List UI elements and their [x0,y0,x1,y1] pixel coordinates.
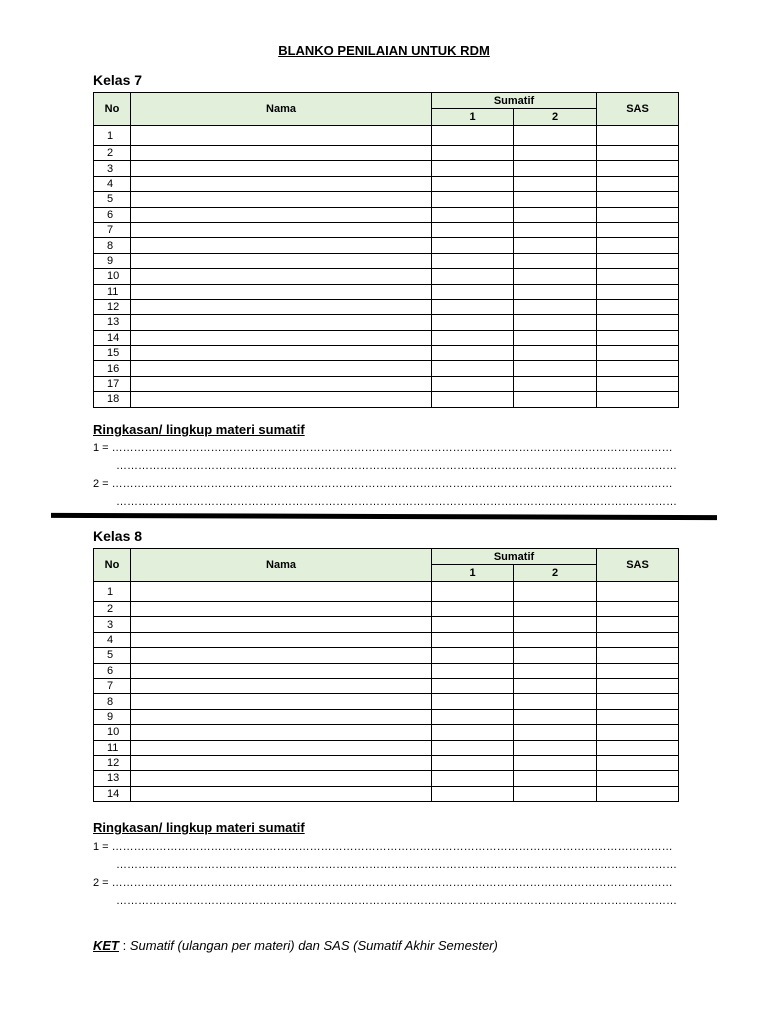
cell-nama [131,582,432,602]
cell-sas [597,694,679,709]
cell-sumatif-2 [514,617,597,632]
table-row [94,222,679,237]
cell-sas [597,678,679,693]
cell-sas [597,725,679,740]
cell-sumatif-1 [432,678,514,693]
cell-sumatif-1 [432,740,514,755]
table-row [94,315,679,330]
row-number: 5 [94,192,131,207]
table-row [94,678,679,693]
table-row [94,126,679,146]
row-number: 2 [94,602,131,617]
table-row [94,771,679,786]
cell-sumatif-2 [514,725,597,740]
cell-nama [131,330,432,345]
table-row [94,146,679,161]
cell-sas [597,771,679,786]
cell-sumatif-1 [432,222,514,237]
header-sas: SAS [597,549,679,582]
cell-nama [131,238,432,253]
cell-sumatif-2 [514,192,597,207]
cell-sas [597,253,679,268]
cell-sumatif-2 [514,740,597,755]
cell-sas [597,709,679,724]
cell-sas [597,617,679,632]
table-row [94,648,679,663]
table-row [94,361,679,376]
cell-sumatif-1 [432,126,514,146]
ket-note [93,938,498,953]
cell-nama [131,755,432,770]
summary-prefix-1: 1 = [93,841,112,853]
cell-sumatif-1 [432,602,514,617]
summary-prefix-1: 1 = [93,442,112,454]
cell-sumatif-2 [514,786,597,801]
row-number: 6 [94,207,131,222]
ket-label: KET [93,938,119,953]
cell-sumatif-1 [432,284,514,299]
cell-sas [597,602,679,617]
row-number: 2 [94,146,131,161]
header-nama: Nama [131,93,432,126]
row-number: 9 [94,253,131,268]
summary-line-2b-kelas-7 [116,495,678,509]
summary-line-1b-kelas-8 [116,858,678,872]
cell-sumatif-2 [514,678,597,693]
row-number: 7 [94,678,131,693]
summary-title-kelas-8: Ringkasan/ lingkup materi sumatif [93,820,305,835]
cell-sumatif-2 [514,663,597,678]
cell-sas [597,648,679,663]
row-number: 12 [94,755,131,770]
cell-sumatif-1 [432,161,514,176]
cell-sas [597,222,679,237]
cell-nama [131,253,432,268]
row-number: 4 [94,632,131,647]
cell-sumatif-2 [514,299,597,314]
class-heading-8: Kelas 8 [93,528,143,544]
cell-nama [131,602,432,617]
table-row [94,299,679,314]
row-number: 3 [94,161,131,176]
cell-sumatif-2 [514,161,597,176]
cell-sas [597,346,679,361]
header-sumatif-2: 2 [514,109,597,126]
table-row [94,663,679,678]
cell-sumatif-2 [514,632,597,647]
cell-nama [131,786,432,801]
ket-separator: : [119,938,130,953]
cell-sas [597,786,679,801]
cell-sumatif-1 [432,392,514,407]
cell-sumatif-1 [432,725,514,740]
summary-dots: ……………………………………………………………………………………………………………………………………… [111,877,673,889]
cell-sumatif-2 [514,315,597,330]
cell-sumatif-1 [432,361,514,376]
cell-nama [131,632,432,647]
row-number: 8 [94,238,131,253]
cell-sumatif-1 [432,694,514,709]
summary-line-2-kelas-7 [93,477,678,491]
cell-sumatif-2 [514,755,597,770]
cell-sas [597,663,679,678]
cell-sumatif-2 [514,253,597,268]
row-number: 15 [94,346,131,361]
cell-sas [597,740,679,755]
row-number: 1 [94,582,131,602]
cell-sumatif-1 [432,663,514,678]
header-sumatif-1: 1 [432,109,514,126]
cell-nama [131,207,432,222]
row-number: 10 [94,269,131,284]
ket-text: Sumatif (ulangan per materi) dan SAS (Sumatif Akhir Semester) [129,938,498,953]
cell-sumatif-1 [432,755,514,770]
header-sumatif-2: 2 [514,565,597,582]
cell-sas [597,299,679,314]
cell-sumatif-1 [432,346,514,361]
table-row [94,694,679,709]
cell-sumatif-1 [432,709,514,724]
cell-nama [131,617,432,632]
summary-line-2-kelas-8 [93,876,678,890]
row-number: 8 [94,694,131,709]
table-row [94,602,679,617]
cell-sumatif-2 [514,346,597,361]
cell-sumatif-1 [432,176,514,191]
summary-prefix-2: 2 = [93,877,112,889]
table-row [94,269,679,284]
cell-sumatif-2 [514,284,597,299]
header-sumatif-1: 1 [432,565,514,582]
table-row [94,786,679,801]
cell-sas [597,207,679,222]
row-number: 9 [94,709,131,724]
cell-sumatif-1 [432,617,514,632]
cell-sumatif-2 [514,694,597,709]
summary-line-2b-kelas-8 [116,894,678,908]
table-row [94,392,679,407]
cell-nama [131,192,432,207]
row-number: 3 [94,617,131,632]
cell-sas [597,632,679,647]
cell-nama [131,269,432,284]
summary-dots: ……………………………………………………………………………………………………………………………………… [116,496,677,508]
cell-sumatif-2 [514,222,597,237]
cell-sumatif-1 [432,238,514,253]
cell-nama [131,694,432,709]
row-number: 18 [94,392,131,407]
cell-nama [131,678,432,693]
cell-sumatif-1 [432,632,514,647]
cell-nama [131,392,432,407]
cell-sumatif-2 [514,709,597,724]
cell-sumatif-1 [432,315,514,330]
cell-sumatif-2 [514,582,597,602]
summary-line-1-kelas-7 [93,441,678,455]
summary-dots: ……………………………………………………………………………………………………………………………………… [116,460,677,472]
cell-sumatif-1 [432,269,514,284]
table-row [94,330,679,345]
cell-sumatif-1 [432,582,514,602]
cell-sas [597,755,679,770]
cell-sumatif-2 [514,376,597,391]
document-title: BLANKO PENILAIAN UNTUK RDM [278,43,490,58]
row-number: 10 [94,725,131,740]
cell-sumatif-2 [514,771,597,786]
cell-sumatif-1 [432,253,514,268]
cell-sumatif-2 [514,238,597,253]
cell-sumatif-2 [514,176,597,191]
row-number: 5 [94,648,131,663]
row-number: 11 [94,740,131,755]
cell-nama [131,126,432,146]
cell-sumatif-1 [432,786,514,801]
cell-sumatif-1 [432,192,514,207]
cell-sumatif-1 [432,648,514,663]
table-row [94,253,679,268]
table-row [94,709,679,724]
summary-dots: ……………………………………………………………………………………………………………………………………… [111,841,673,853]
summary-prefix-2: 2 = [93,478,112,490]
header-no: No [94,549,131,582]
header-nama: Nama [131,549,432,582]
cell-nama [131,771,432,786]
cell-sas [597,269,679,284]
cell-sumatif-2 [514,648,597,663]
cell-nama [131,663,432,678]
cell-sumatif-1 [432,771,514,786]
row-number: 13 [94,315,131,330]
row-number: 17 [94,376,131,391]
table-row [94,207,679,222]
cell-nama [131,361,432,376]
cell-nama [131,648,432,663]
cell-sas [597,192,679,207]
table-row [94,376,679,391]
cell-nama [131,709,432,724]
cell-sas [597,392,679,407]
cell-sas [597,161,679,176]
grade-table-kelas-8 [93,548,679,802]
summary-line-1-kelas-8 [93,840,678,854]
table-row [94,176,679,191]
row-number: 11 [94,284,131,299]
row-number: 7 [94,222,131,237]
cell-sumatif-2 [514,361,597,376]
header-sumatif: Sumatif [432,549,597,565]
header-sumatif: Sumatif [432,93,597,109]
header-no: No [94,93,131,126]
cell-nama [131,161,432,176]
row-number: 13 [94,771,131,786]
table-row [94,740,679,755]
grade-table-kelas-7 [93,92,679,408]
cell-sas [597,376,679,391]
cell-nama [131,284,432,299]
cell-nama [131,376,432,391]
table-row [94,161,679,176]
cell-sas [597,582,679,602]
cell-nama [131,315,432,330]
cell-sumatif-1 [432,299,514,314]
summary-dots: ……………………………………………………………………………………………………………………………………… [116,859,677,871]
table-row [94,617,679,632]
cell-sas [597,238,679,253]
table-row [94,284,679,299]
summary-dots: ……………………………………………………………………………………………………………………………………… [111,478,673,490]
table-row [94,725,679,740]
cell-nama [131,740,432,755]
table-row [94,755,679,770]
cell-sumatif-1 [432,330,514,345]
cell-sumatif-2 [514,602,597,617]
row-number: 14 [94,330,131,345]
cell-sas [597,315,679,330]
cell-sas [597,330,679,345]
table-row [94,632,679,647]
cell-nama [131,299,432,314]
cell-sumatif-2 [514,207,597,222]
table-row [94,582,679,602]
row-number: 6 [94,663,131,678]
class-heading-7: Kelas 7 [93,72,143,88]
summary-line-1b-kelas-7 [116,459,678,473]
cell-sumatif-2 [514,269,597,284]
row-number: 16 [94,361,131,376]
cell-sas [597,146,679,161]
summary-dots: ……………………………………………………………………………………………………………………………………… [111,442,673,454]
cell-sas [597,176,679,191]
cell-nama [131,146,432,161]
summary-dots: ……………………………………………………………………………………………………………………………………… [116,895,677,907]
summary-title-kelas-7: Ringkasan/ lingkup materi sumatif [93,422,305,437]
cell-sumatif-2 [514,146,597,161]
cell-nama [131,176,432,191]
cell-sas [597,361,679,376]
table-row [94,346,679,361]
row-number: 4 [94,176,131,191]
section-divider [51,513,717,520]
cell-sumatif-2 [514,126,597,146]
cell-sumatif-1 [432,146,514,161]
cell-sumatif-1 [432,207,514,222]
table-row [94,192,679,207]
cell-nama [131,725,432,740]
header-sas: SAS [597,93,679,126]
cell-nama [131,346,432,361]
cell-nama [131,222,432,237]
cell-sumatif-1 [432,376,514,391]
cell-sumatif-2 [514,330,597,345]
row-number: 1 [94,126,131,146]
table-row [94,238,679,253]
cell-sas [597,284,679,299]
row-number: 12 [94,299,131,314]
row-number: 14 [94,786,131,801]
cell-sumatif-2 [514,392,597,407]
cell-sas [597,126,679,146]
